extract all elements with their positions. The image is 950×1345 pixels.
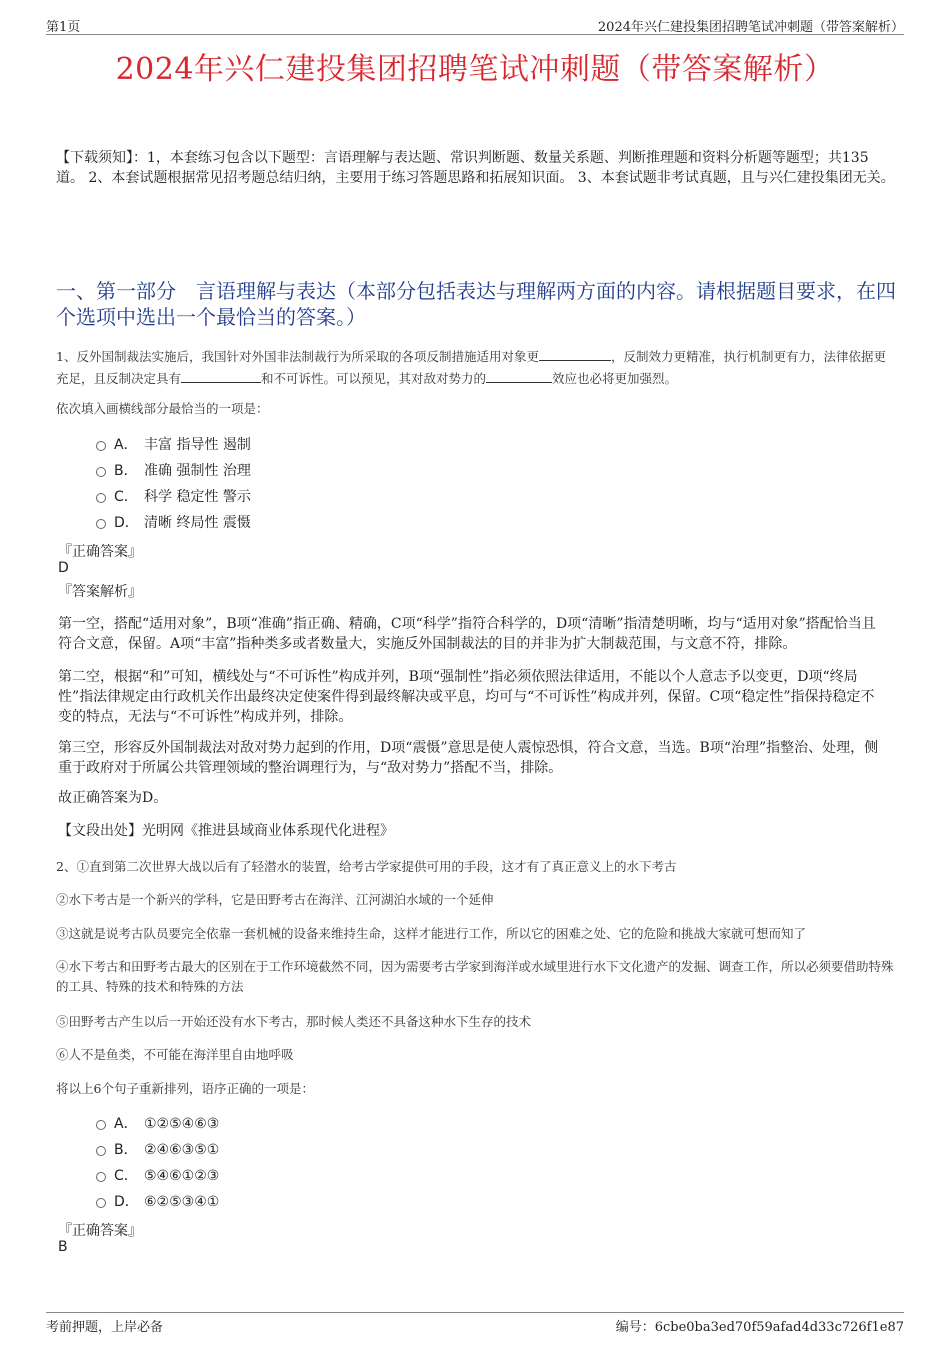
page-title: 2024年兴仁建投集团招聘笔试冲刺题（带答案解析） — [115, 52, 835, 87]
footer-serial: 编号：6cbe0ba3ed70f59afad4d33c726f1e87 — [615, 1320, 904, 1335]
header-doc-title: 2024年兴仁建投集团招聘笔试冲刺题（带答案解析） — [597, 20, 904, 35]
question-2-sentence: ⑤田野考古产生以后一开始还没有水下考古，那时候人类还不具备这种水下生存的技术 — [56, 1014, 532, 1029]
analysis-paragraph: 第三空，形容反外国制裁法对敌对势力起到的作用，D项“震慑”意思是使人震惊恐惧，符合文意，当选。B项“治理”指整治、处理，侧重于政府对于所属公共管理领域的整治调理行为，与“敌对势力”搭配不当，排除。 — [58, 740, 879, 776]
page-number: 第1页 — [46, 20, 81, 35]
question-1-prompt: 依次填入画横线部分最恰当的一项是： — [56, 401, 269, 416]
blank-1 — [539, 346, 611, 361]
footer-slogan: 考前押题，上岸必备 — [46, 1320, 164, 1335]
analysis-label: 『答案解析』 — [58, 584, 142, 600]
analysis-paragraph: 第一空，搭配“适用对象”，B项“准确”指正确、精确，C项“科学”指符合科学的，D项“清晰”指清楚明晰，均与“适用对象”搭配恰当且符合文意，保留。A项“丰富”指种类多或者数量大，实施反外国制裁法的目的并非为扩大制裁范围，与文意不符，排除。 — [58, 616, 876, 652]
analysis-conclusion: 故正确答案为D。 — [58, 790, 168, 806]
question-2-prompt: 将以上6个句子重新排列，语序正确的一项是： — [56, 1081, 314, 1096]
question-2-sentence: ④水下考古和田野考古最大的区别在于工作环境截然不同，因为需要考古学家到海洋或水域里进行水下文化遗产的发掘、调查工作，所以必须要借助特殊的工具、特殊的技术和特殊的方法 — [56, 959, 894, 994]
answer-label: 『正确答案』 — [58, 544, 142, 560]
radio-icon[interactable] — [96, 519, 106, 529]
question-1-stem: 1、反外国制裁法实施后，我国针对外国非法制裁行为所采取的各项反制措施适用对象更 ，反制效力更精准，执行机制更有力，法律依据更充足，且反制决定具有 和不可诉性。可以预见，其对敌对势力的 效应也必将更加强烈。 — [56, 346, 898, 390]
blank-2 — [181, 368, 261, 383]
blank-3 — [486, 368, 552, 383]
radio-icon[interactable] — [96, 1146, 106, 1156]
radio-icon[interactable] — [96, 493, 106, 503]
radio-icon[interactable] — [96, 1120, 106, 1130]
answer-label: 『正确答案』 — [58, 1223, 142, 1239]
analysis-paragraph: 第二空，根据“和”可知，横线处与“不可诉性”构成并列，B项“强制性”指必须依照法律适用，不能以个人意志予以变更，D项“终局性”指法律规定由行政机关作出最终决定使案件得到最终解决或平息，均可与“不可诉性”构成并列，保留。C项“稳定性”指保持稳定不变的特点，无法与“不可诉性”构成并列，排除。 — [58, 669, 875, 725]
question-2-sentence: ③这就是说考古队员要完全依靠一套机械的设备来维持生命，这样才能进行工作，所以它的困难之处、它的危险和挑战大家就可想而知了 — [56, 926, 807, 941]
page-header — [46, 14, 904, 35]
radio-icon[interactable] — [96, 1198, 106, 1208]
radio-icon[interactable] — [96, 1172, 106, 1182]
section-heading: 一、第一部分 言语理解与表达（本部分包括表达与理解两方面的内容。请根据题目要求，在四个选项中选出一个最恰当的答案。） — [56, 279, 896, 329]
answer-value: D — [58, 560, 69, 576]
question-2-sentence: ②水下考古是一个新兴的学科，它是田野考古在海洋、江河湖泊水域的一个延伸 — [56, 892, 494, 907]
radio-icon[interactable] — [96, 467, 106, 477]
radio-icon[interactable] — [96, 441, 106, 451]
download-notice: 【下载须知】：1，本套练习包含以下题型：言语理解与表达题、常识判断题、数量关系题、判断推理题和资料分析题等题型；共135道。 2、本套试题根据常见招考题总结归纳，主要用于练习答题思路和拓展知识面。 3、本套试题非考试真题，且与兴仁建投集团无关。 — [56, 150, 895, 186]
source-citation: 【文段出处】光明网《推进县域商业体系现代化进程》 — [58, 823, 394, 839]
question-2-sentence: 2、①直到第二次世界大战以后有了轻潜水的装置，给考古学家提供可用的手段，这才有了真正意义上的水下考古 — [56, 859, 677, 874]
page-footer — [46, 1312, 904, 1333]
question-2-sentence: ⑥人不是鱼类，不可能在海洋里自由地呼吸 — [56, 1047, 294, 1062]
answer-value: B — [58, 1239, 68, 1255]
